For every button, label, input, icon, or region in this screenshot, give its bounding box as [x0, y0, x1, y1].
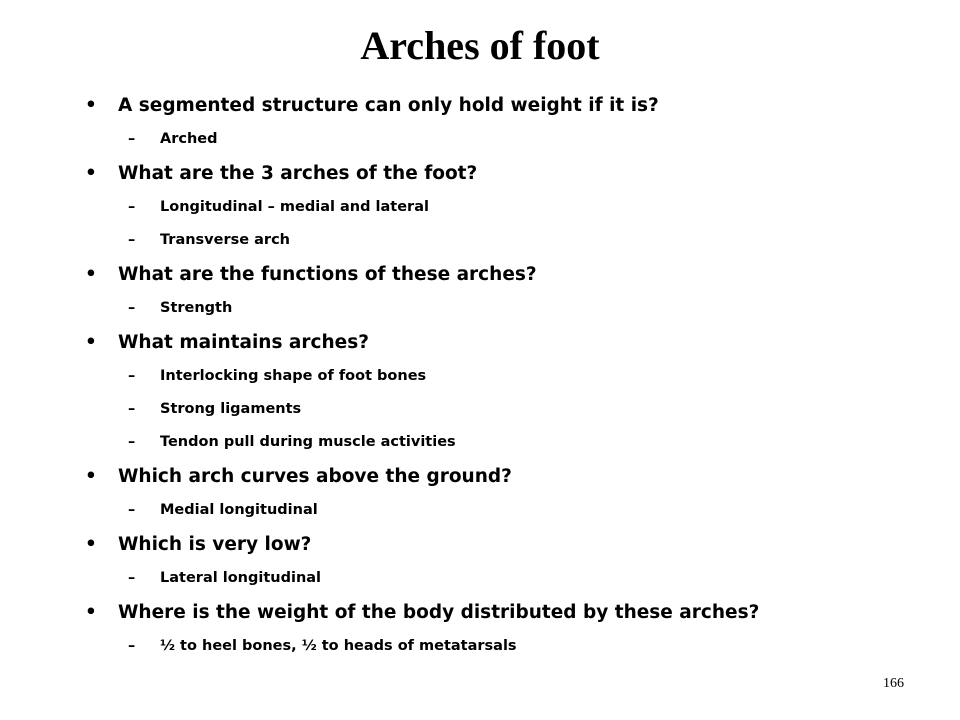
question-text: What are the 3 arches of the foot? [118, 163, 478, 184]
question-text: What are the functions of these arches? [118, 264, 537, 285]
dash-marker: – [128, 434, 136, 450]
answer-text: Longitudinal – medial and lateral [160, 199, 429, 215]
dash-marker: – [128, 199, 136, 215]
answer-item [80, 191, 920, 224]
dash-marker: – [128, 232, 136, 248]
bullet-marker: • [85, 534, 97, 555]
page-number: 166 [883, 676, 904, 691]
question-text: Which is very low? [118, 534, 312, 555]
answer-item [80, 393, 920, 426]
question-item [80, 257, 920, 292]
question-text: Where is the weight of the body distributed by these arches? [118, 602, 760, 623]
answer-item [80, 630, 920, 663]
dash-marker: – [128, 368, 136, 384]
answer-text: Medial longitudinal [160, 502, 318, 518]
question-item [80, 527, 920, 562]
dash-marker: – [128, 638, 136, 654]
dash-marker: – [128, 131, 136, 147]
question-item [80, 325, 920, 360]
answer-text: Strength [160, 300, 233, 316]
answer-item [80, 360, 920, 393]
answer-item [80, 426, 920, 459]
bullet-marker: • [85, 602, 97, 623]
bullet-marker: • [85, 264, 97, 285]
bullet-marker: • [85, 332, 97, 353]
answer-item [80, 123, 920, 156]
dash-marker: – [128, 570, 136, 586]
answer-item [80, 494, 920, 527]
question-text: A segmented structure can only hold weight if it is? [118, 95, 659, 116]
slide-title: Arches of foot [360, 23, 600, 68]
dash-marker: – [128, 502, 136, 518]
answer-text: Arched [160, 131, 218, 147]
answer-text: Transverse arch [160, 232, 290, 248]
answer-item [80, 562, 920, 595]
question-item [80, 459, 920, 494]
answer-item [80, 292, 920, 325]
answer-text: Tendon pull during muscle activities [160, 434, 456, 450]
answer-text: ½ to heel bones, ½ to heads of metatarsals [160, 638, 517, 654]
answer-text: Lateral longitudinal [160, 570, 322, 586]
question-item [80, 156, 920, 191]
answer-item [80, 224, 920, 257]
question-item [80, 595, 920, 630]
answer-text: Strong ligaments [160, 401, 302, 417]
bullet-marker: • [85, 163, 97, 184]
dash-marker: – [128, 401, 136, 417]
question-item [80, 88, 920, 123]
question-text: Which arch curves above the ground? [118, 466, 512, 487]
bullet-marker: • [85, 95, 97, 116]
question-text: What maintains arches? [118, 332, 369, 353]
bullet-marker: • [85, 466, 97, 487]
bullet-list [80, 88, 920, 663]
dash-marker: – [128, 300, 136, 316]
answer-text: Interlocking shape of foot bones [160, 368, 427, 384]
